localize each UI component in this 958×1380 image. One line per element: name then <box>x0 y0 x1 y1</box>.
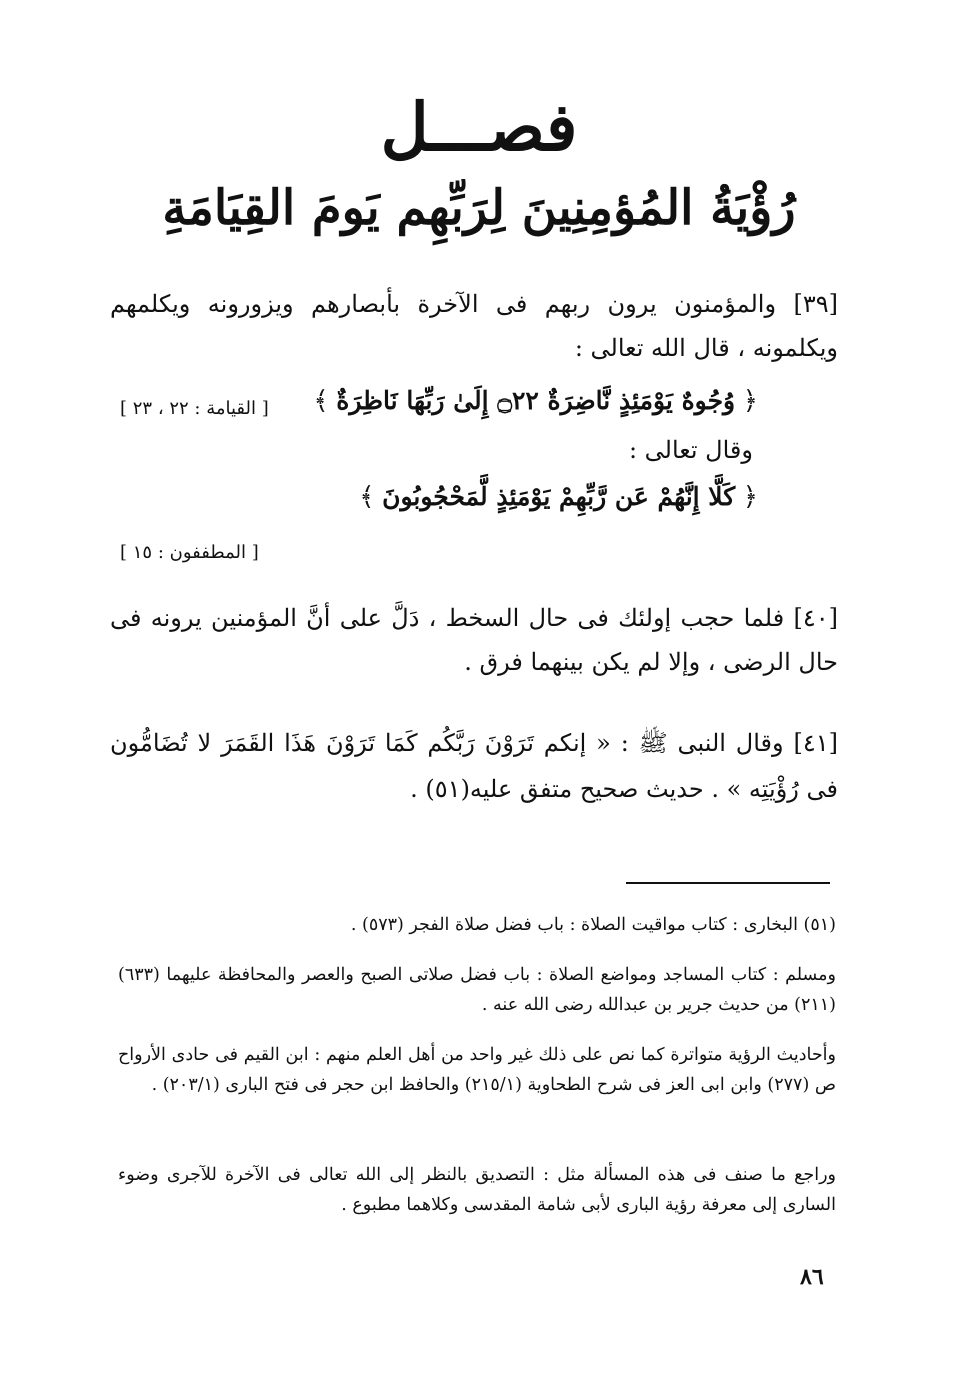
verse-close-bracket: ﴾ <box>359 482 375 512</box>
verse-open-bracket: ﴿ <box>742 482 758 512</box>
paragraph-40: [٤٠] فلما حجب إولئك فى حال السخط ، دَلَّ على أنَّ المؤمنين يرونه فى حال الرضى ، وإلا لم يكن بينهما فرق . <box>110 604 838 676</box>
section-heading: فصـــل <box>380 88 578 166</box>
footnote-separator <box>626 882 830 884</box>
verse-1-reference: [ القيامة : ٢٢ ، ٢٣ ] <box>120 398 269 419</box>
verse-text: كَلَّا إِنَّهُمْ عَن رَّبِّهِمْ يَوْمَئِذٍ لَّمَحْجُوبُونَ <box>382 482 736 511</box>
section-subtitle: رُؤْيَةُ المُؤمِنِينَ لِرَبِّهِم يَومَ القِيَامَةِ <box>162 180 796 236</box>
quran-verse-1 <box>313 386 758 416</box>
footnote-3: وأحاديث الرؤية متواترة كما نص على ذلك غير واحد من أهل العلم منهم : ابن القيم فى حادى الأرواح ص (٢٧٧) وابن ابى العز فى شرح الطحاوية (٢١٥/١) والحافظ ابن حجر فى فتح البارى (٢٠٣/١) . <box>118 1045 836 1095</box>
footnote-1: (٥١) البخارى : كتاب مواقيت الصلاة : باب فضل صلاة الفجر (٥٧٣) . <box>350 915 836 935</box>
verse-open-bracket: ﴿ <box>742 386 758 416</box>
continuation-text: وقال تعالى : <box>628 436 753 464</box>
footnote-2: ومسلم : كتاب المساجد ومواضع الصلاة : باب فضل صلاتى الصبح والعصر والمحافظة عليهما (٦٣٣) (٢١١) من حديث جرير بن عبدالله رضى الله عنه . <box>118 965 836 1015</box>
verse-2-reference: [ المطففون : ١٥ ] <box>120 542 259 563</box>
quran-verse-2 <box>359 482 758 512</box>
paragraph-41: [٤١] وقال النبى ﷺ : « إنكم تَرَوْنَ رَبَّكُم كَمَا تَرَوْنَ هَذَا القَمَرَ لا تُضَامُّون فى رُؤْيَتِه » . حديث صحيح متفق عليه(٥١) . <box>110 729 838 803</box>
verse-close-bracket: ﴾ <box>313 386 329 416</box>
footnote-4: وراجع ما صنف فى هذه المسألة مثل : التصديق بالنظر إلى الله تعالى فى الآخرة للآجرى وضوء السارى إلى معرفة رؤية البارى لأبى شامة المقدسى وكلاهما مطبوع . <box>118 1165 836 1215</box>
paragraph-39: [٣٩] والمؤمنون يرون ربهم فى الآخرة بأبصارهم ويزورونه ويكلمهم ويكلمونه ، قال الله تعالى : <box>110 290 838 362</box>
page-number: ٨٦ <box>800 1264 824 1290</box>
verse-text: وُجُوهٌ يَوْمَئِذٍ نَّاضِرَةٌ ۝٢٢ إِلَىٰ رَبِّهَا نَاظِرَةٌ <box>336 386 736 415</box>
